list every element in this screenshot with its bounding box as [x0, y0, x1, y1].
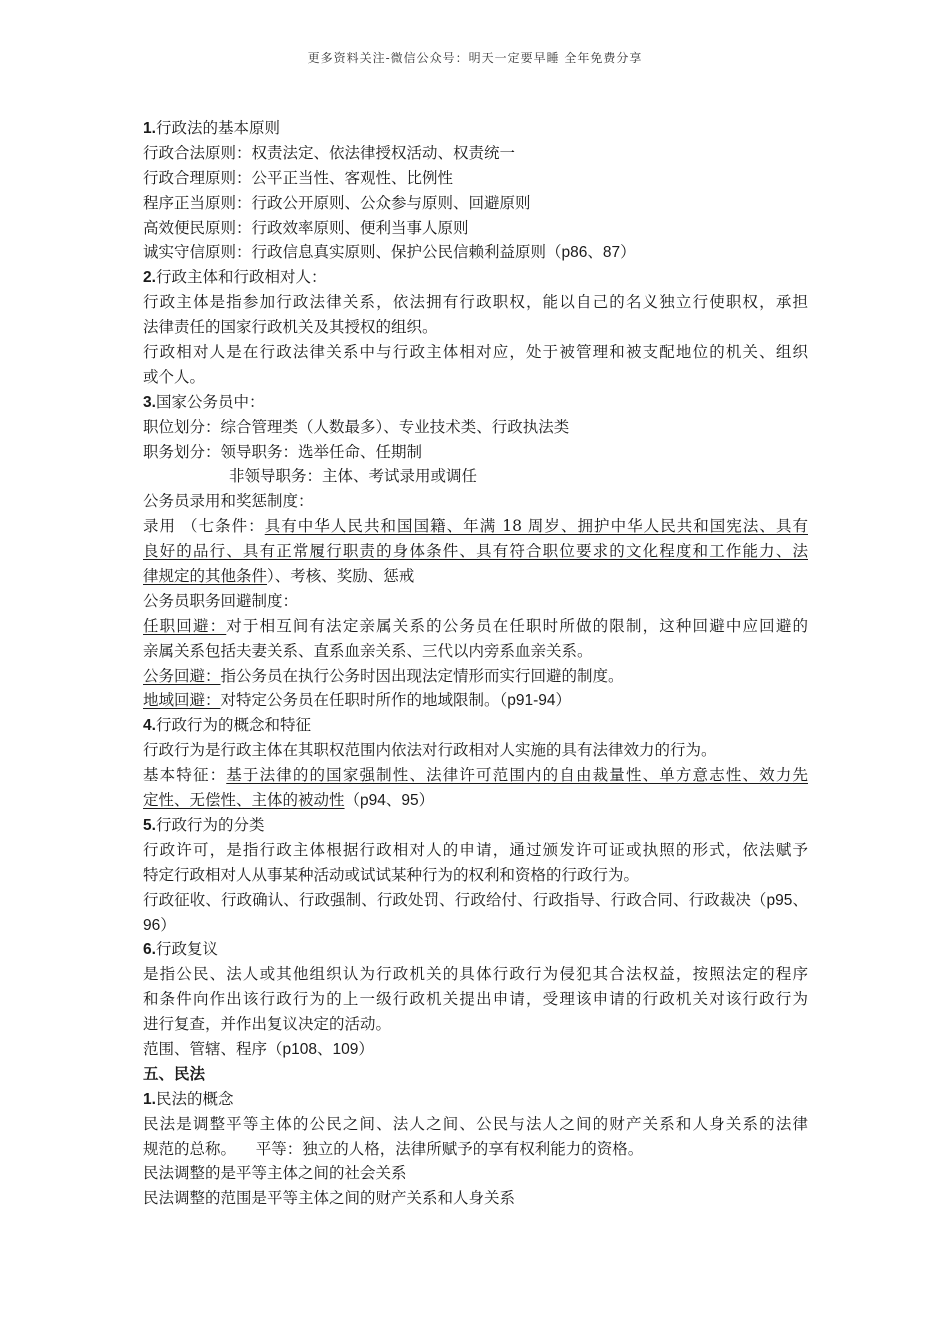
page-reference: p94、95	[360, 792, 419, 810]
section-title: 行政法的基本原则	[155, 119, 280, 137]
text-line: 高效便民原则：行政效率原则、便利当事人原则	[143, 218, 469, 237]
text-line: 进行复查，并作出复议决定的活动。	[143, 1015, 392, 1034]
page-reference: p95、	[766, 891, 808, 909]
text-span: 行政征收、行政确认、行政强制、行政处罚、行政给付、行政指导、行政合同、行政裁决（	[143, 890, 767, 909]
text-line: 行政相对人是在行政法律关系中与行政主体相对应，处于被管理和被支配地位的机关、组织	[143, 343, 808, 362]
underlined-text: 律规定的其他条件	[143, 567, 268, 586]
section-number: 5.	[143, 816, 156, 834]
section-number: 3.	[143, 393, 156, 411]
underlined-label: 任职回避：	[143, 616, 227, 635]
text-span: ）	[418, 791, 435, 810]
text-line: 民法是调整平等主体的公民之间、法人之间、公民与法人之间的财产关系和人身关系的法律	[143, 1114, 808, 1133]
section-title: 国家公务员中：	[155, 392, 265, 411]
section-heading	[143, 1087, 808, 1112]
page-reference: 96	[143, 916, 161, 934]
text-line: 公务员职务回避制度：	[143, 591, 299, 610]
text-line: 程序正当原则：行政公开原则、公众参与原则、回避原则	[143, 193, 531, 212]
section-title: 行政行为的分类	[155, 815, 265, 834]
text-line	[143, 688, 808, 713]
text-line: 职务划分：领导职务：选举任命、任期制	[143, 442, 423, 461]
text-span: ）	[620, 243, 636, 262]
section-heading	[143, 813, 808, 838]
page-reference: p108、109	[282, 1040, 359, 1058]
text-line	[143, 614, 808, 639]
text-line: 行政合理原则：公平正当性、客观性、比例性	[143, 168, 454, 187]
section-heading	[143, 265, 808, 290]
text-line: 行政许可，是指行政主体根据行政相对人的申请，通过颁发许可证或执照的形式，依法赋予	[143, 840, 808, 859]
text-line	[143, 539, 808, 564]
text-span: ）、考核、奖励、惩戒	[267, 567, 415, 586]
text-line: 民法调整的是平等主体之间的社会关系	[143, 1164, 407, 1183]
text-line	[143, 888, 808, 913]
text-line: 非领导职务：主体、考试录用或调任	[229, 467, 478, 486]
text-span: 基本特征：	[143, 766, 227, 785]
section-heading	[143, 937, 808, 962]
underlined-text: 基于法律的的国家强制性、法律许可范围内的自由裁量性、单方意志性、效力先	[226, 766, 808, 785]
part-title: 五、民法	[143, 1063, 206, 1083]
section-heading	[143, 713, 808, 738]
text-line	[143, 1037, 808, 1062]
text-line: 和条件向作出该行政行为的上一级行政机关提出申请，受理该申请的行政机关对该行政行为	[143, 990, 808, 1009]
section-heading	[143, 116, 808, 141]
section-title: 行政主体和行政相对人：	[155, 268, 327, 287]
section-title: 民法的概念	[155, 1089, 234, 1108]
text-span: ）	[555, 691, 572, 710]
text-span: ）	[160, 915, 176, 934]
text-line: 亲属关系包括夫妻关系、直系血亲关系、三代以内旁系血亲关系。	[143, 641, 593, 660]
text-line: 民法调整的范围是平等主体之间的财产关系和人身关系	[143, 1189, 516, 1208]
section-number: 6.	[143, 941, 156, 959]
text-line: 法律责任的国家行政机关及其授权的组织。	[143, 318, 438, 337]
text-line	[143, 763, 808, 788]
text-span: ）	[358, 1039, 374, 1058]
text-line: 行政行为是行政主体在其职权范围内依法对行政相对人实施的具有法律效力的行为。	[143, 741, 717, 760]
text-span: （	[344, 791, 361, 810]
text-span: 对特定公务员在任职时所作的地域限制。（	[220, 691, 508, 710]
text-line	[143, 913, 808, 938]
text-span: 对于相互间有法定亲属关系的公务员在任职时所做的限制，这种回避中应回避的	[226, 616, 808, 635]
text-line: 行政合法原则：权责法定、依法律授权活动、权责统一	[143, 143, 516, 162]
section-title: 行政复议	[155, 940, 218, 959]
section-heading	[143, 390, 808, 415]
text-line	[143, 788, 808, 813]
document-body	[143, 116, 808, 1211]
page-reference: p91-94	[507, 692, 556, 710]
underlined-text: 具有中华人民共和国国籍、年满 18 周岁、拥护中华人民共和国宪法、具有	[264, 517, 808, 536]
text-line: 特定行政相对人从事某种活动或试试某种行为的权利和资格的行政行为。	[143, 865, 640, 884]
text-span: 范围、管辖、程序（	[143, 1039, 283, 1058]
underlined-label: 公务回避：	[143, 666, 221, 685]
underlined-text: 定性、无偿性、主体的被动性	[143, 791, 345, 810]
text-line: 是指公民、法人或其他组织认为行政机关的具体行政行为侵犯其合法权益，按照法定的程序	[143, 965, 808, 984]
text-line: 规范的总称。 平等：独立的人格，法律所赋予的享有权利能力的资格。	[143, 1139, 644, 1158]
text-line	[143, 664, 808, 689]
text-line: 行政主体是指参加行政法律关系，依法拥有行政职权，能以自己的名义独立行使职权，承担	[143, 293, 808, 312]
text-line: 或个人。	[143, 367, 206, 386]
text-span: 诚实守信原则：行政信息真实原则、保护公民信赖利益原则（	[143, 243, 562, 262]
text-span: 录用 （七条件：	[143, 517, 265, 536]
text-line: 职位划分：综合管理类（人数最多）、专业技术类、行政执法类	[143, 417, 570, 436]
page-header: 更多资料关注-微信公众号：明天一定要早睡 全年免费分享	[307, 51, 643, 65]
page-reference: p86、87	[561, 244, 621, 262]
section-number: 1.	[143, 120, 156, 137]
underlined-text: 良好的品行、具有正常履行职责的身体条件、具有符合职位要求的文化程度和工作能力、法	[143, 542, 808, 561]
text-line	[143, 564, 808, 589]
section-number: 4.	[143, 717, 156, 735]
underlined-label: 地域回避：	[143, 691, 221, 710]
text-span: 指公务员在执行公务时因出现法定情形而实行回避的制度。	[220, 666, 624, 685]
section-number: 1.	[143, 1090, 156, 1108]
section-title: 行政行为的概念和特征	[155, 716, 311, 735]
text-line	[143, 240, 808, 265]
text-line: 公务员录用和奖惩制度：	[143, 492, 314, 511]
text-line	[143, 514, 808, 539]
section-number: 2.	[143, 269, 156, 287]
